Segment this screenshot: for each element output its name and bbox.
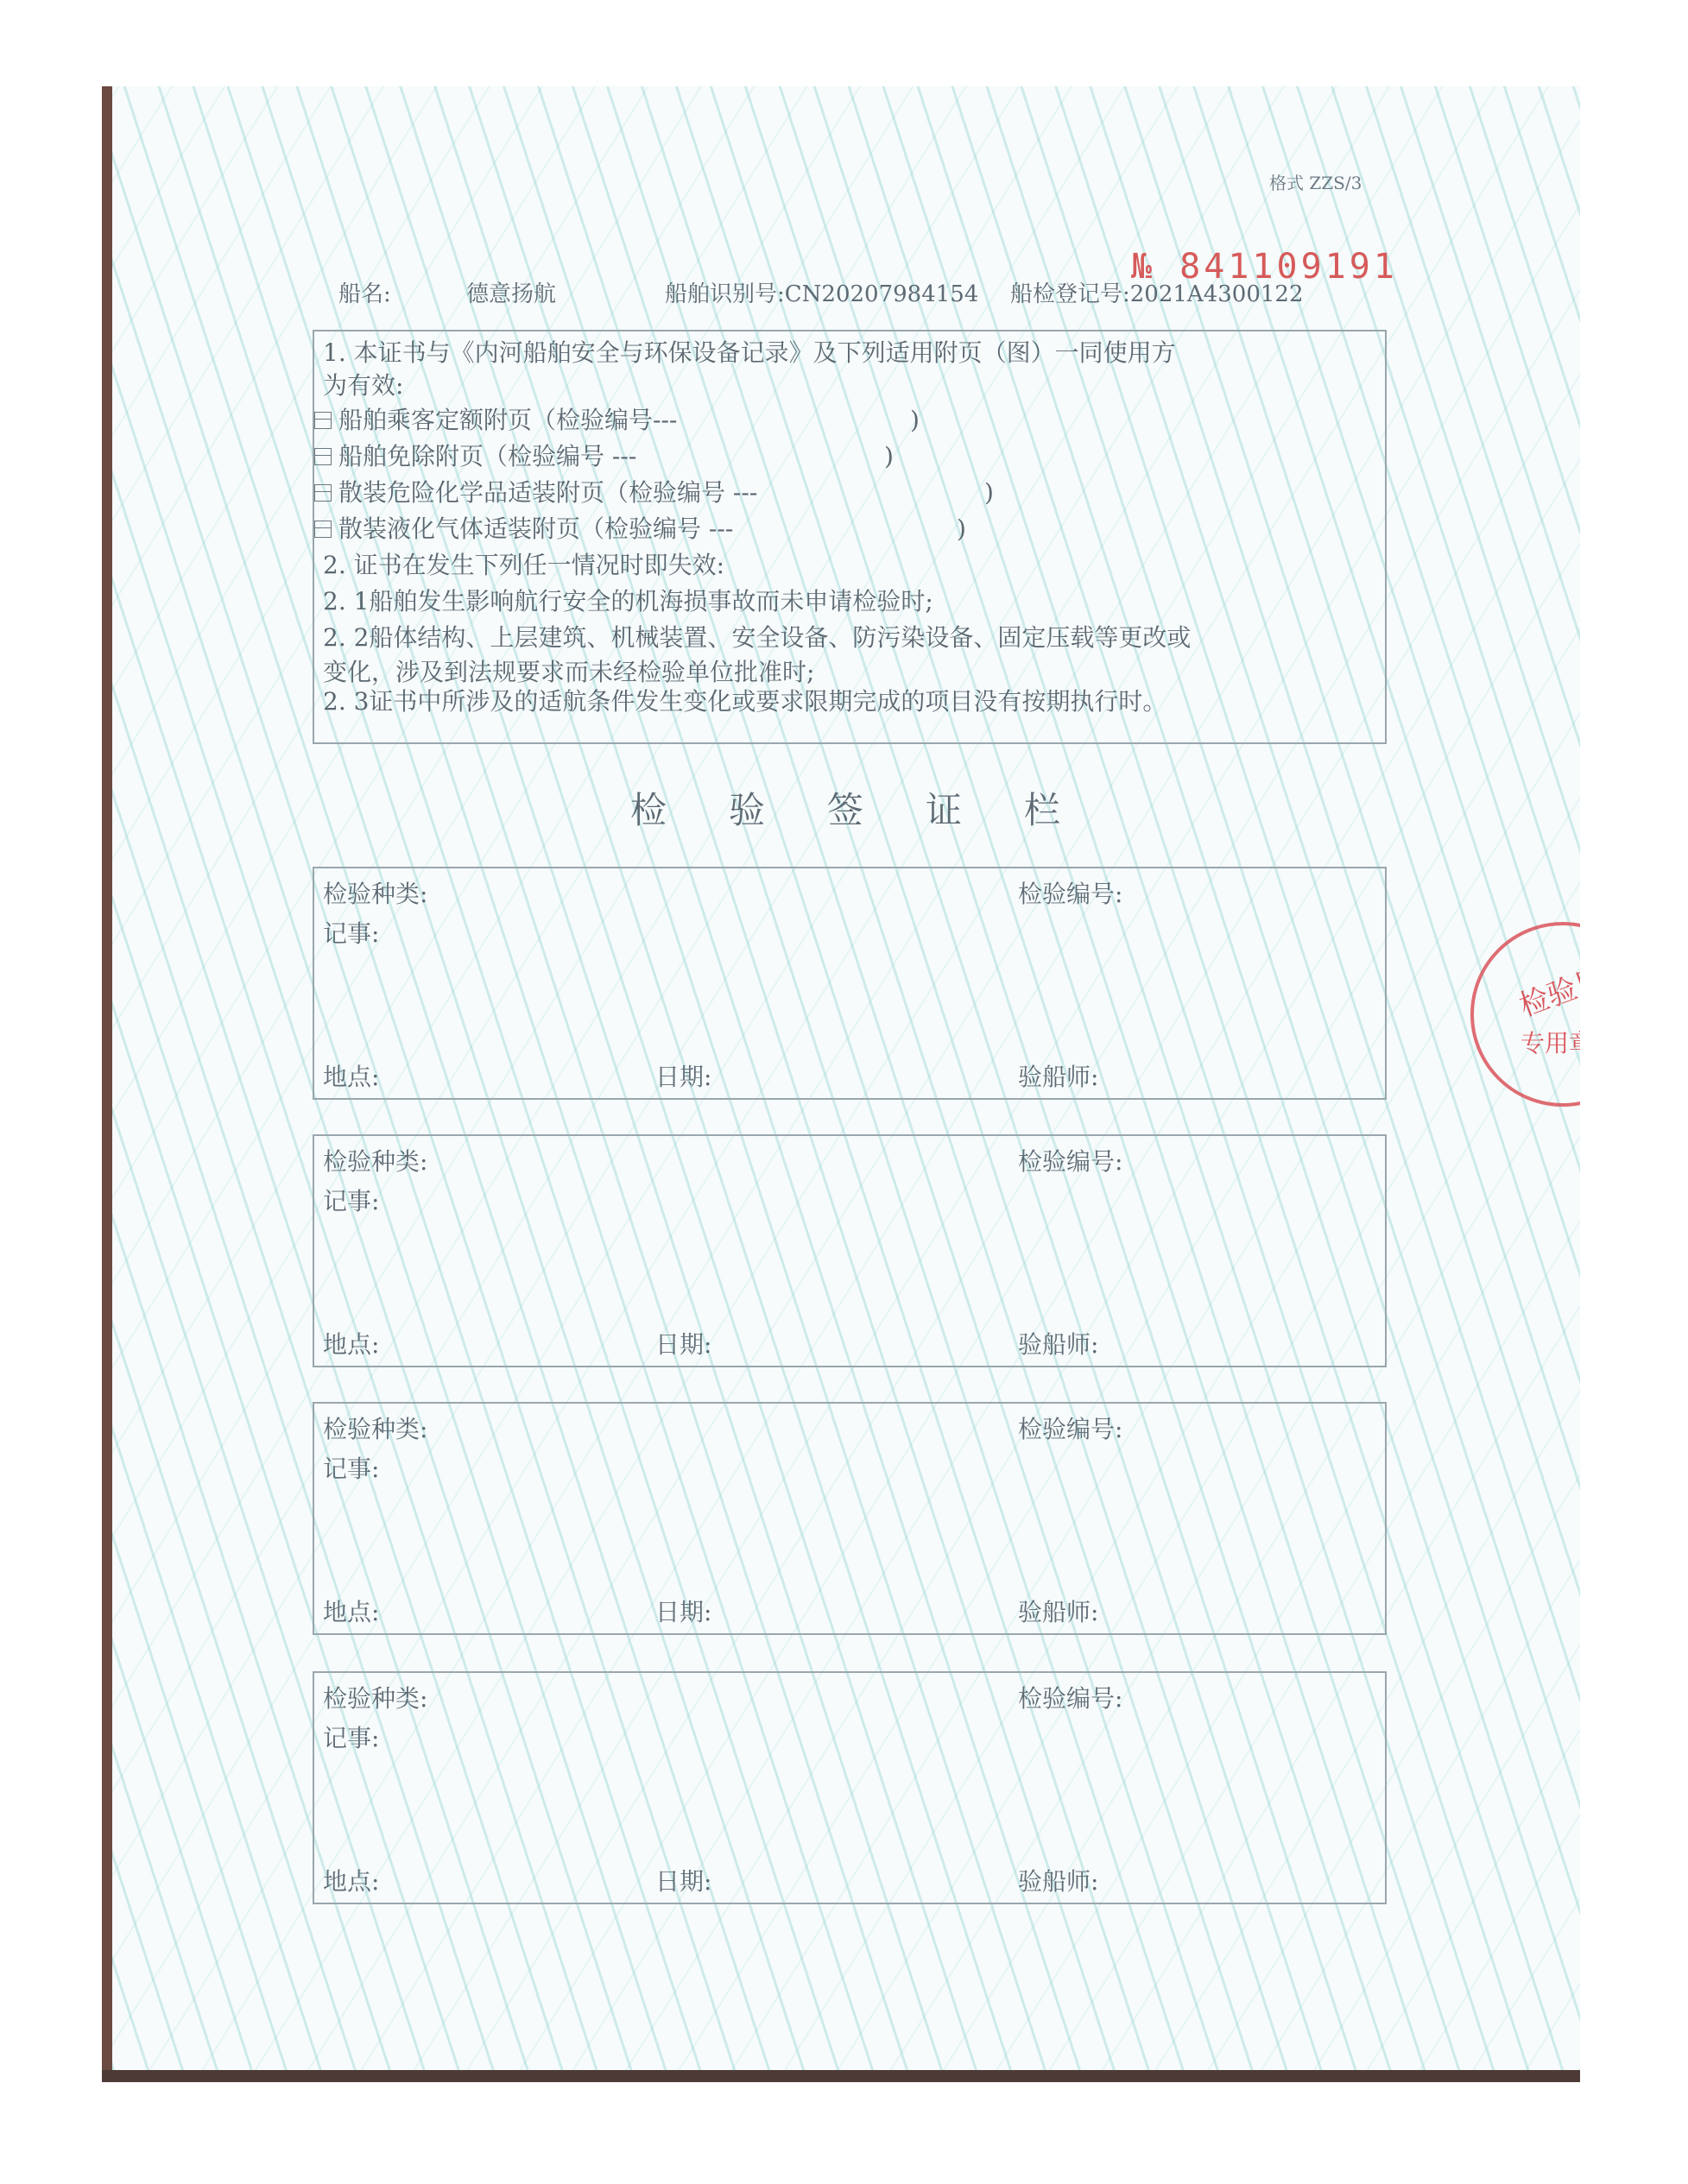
date-label: 日期: [655,1063,712,1091]
seal-text-sub: 专用章 [1520,1029,1594,1057]
attachment-chemical [314,478,757,508]
notes-label: 记事: [323,1724,380,1752]
surveyor-label: 验船师: [1018,1063,1099,1091]
attachment-close: ) [884,442,894,470]
surveyor-label: 验船师: [1018,1330,1099,1359]
place-label: 地点: [323,1598,380,1626]
endorsement-box [313,867,1387,1100]
ship-id-number: 船舶识别号:CN20207984154 [665,281,979,307]
survey-type-label: 检验种类: [323,880,428,908]
survey-type-label: 检验种类: [323,1684,428,1713]
survey-number-label: 检验编号: [1018,1147,1123,1176]
condition-2-2-cont: 变化，涉及到法规要求而未经检验单位批准时; [323,658,815,686]
place-label: 地点: [323,1063,380,1091]
survey-type-label: 检验种类: [323,1147,428,1176]
survey-number-label: 检验编号: [1018,1684,1123,1713]
place-label: 地点: [323,1867,380,1896]
attachment-label: 散装液化气体适装附页（检验编号 --- [338,514,734,543]
attachment-exemption [314,442,636,471]
endorsement-section-title: 检验签证栏 [630,789,1123,831]
condition-2-1: 2. 1船舶发生影响航行安全的机海损事故而未申请检验时; [323,587,933,615]
date-label: 日期: [655,1598,712,1626]
condition-1-cont: 为有效: [323,371,404,400]
attachment-close: ) [984,478,994,507]
attachment-label: 船舶免除附页（检验编号 --- [338,442,637,470]
scan-edge-left [102,86,112,2080]
ship-name-value: 德意扬航 [466,281,557,307]
condition-2-2: 2. 2船体结构、上层建筑、机械装置、安全设备、防污染设备、固定压载等更改或 [323,623,1192,652]
checkbox-icon [314,412,332,429]
date-label: 日期: [655,1867,712,1896]
seal-text-main: 检验局 [1514,961,1610,1024]
place-label: 地点: [323,1330,380,1359]
survey-number-label: 检验编号: [1018,1415,1123,1443]
condition-2: 2. 证书在发生下列任一情况时即失效: [323,551,725,579]
validity-conditions-box [313,330,1387,744]
surveyor-label: 验船师: [1018,1598,1099,1626]
registration-number: 船检登记号:2021A4300122 [1010,281,1304,307]
format-code: 格式 ZZS/3 [1269,173,1362,193]
endorsement-box [313,1671,1387,1904]
attachment-liquefied-gas [314,514,733,544]
checkbox-icon [314,521,332,538]
attachment-close: ) [957,514,966,543]
survey-number-label: 检验编号: [1018,880,1123,908]
scan-edge-bottom [102,2070,1580,2082]
condition-2-3: 2. 3证书中所涉及的适航条件发生变化或要求限期完成的项目没有按期执行时。 [323,687,1167,716]
attachment-label: 船舶乘客定额附页（检验编号--- [338,406,678,434]
notes-label: 记事: [323,919,380,948]
checkbox-icon [314,448,332,465]
attachment-passenger [314,406,677,435]
ship-name-label: 船名: [338,281,391,307]
date-label: 日期: [655,1330,712,1359]
checkbox-icon [314,484,332,502]
serial-number: № 841109191 [1131,247,1398,287]
survey-type-label: 检验种类: [323,1415,428,1443]
endorsement-box [313,1134,1387,1367]
condition-1: 1. 本证书与《内河船舶安全与环保设备记录》及下列适用附页（图）一同使用方 [323,338,1176,367]
attachment-label: 散装危险化学品适装附页（检验编号 --- [338,478,758,507]
official-seal-stamp [1464,915,1610,1114]
notes-label: 记事: [323,1455,380,1483]
endorsement-box [313,1402,1387,1635]
attachment-close: ) [910,406,920,434]
surveyor-label: 验船师: [1018,1867,1099,1896]
notes-label: 记事: [323,1187,380,1215]
certificate-page [112,86,1610,2070]
